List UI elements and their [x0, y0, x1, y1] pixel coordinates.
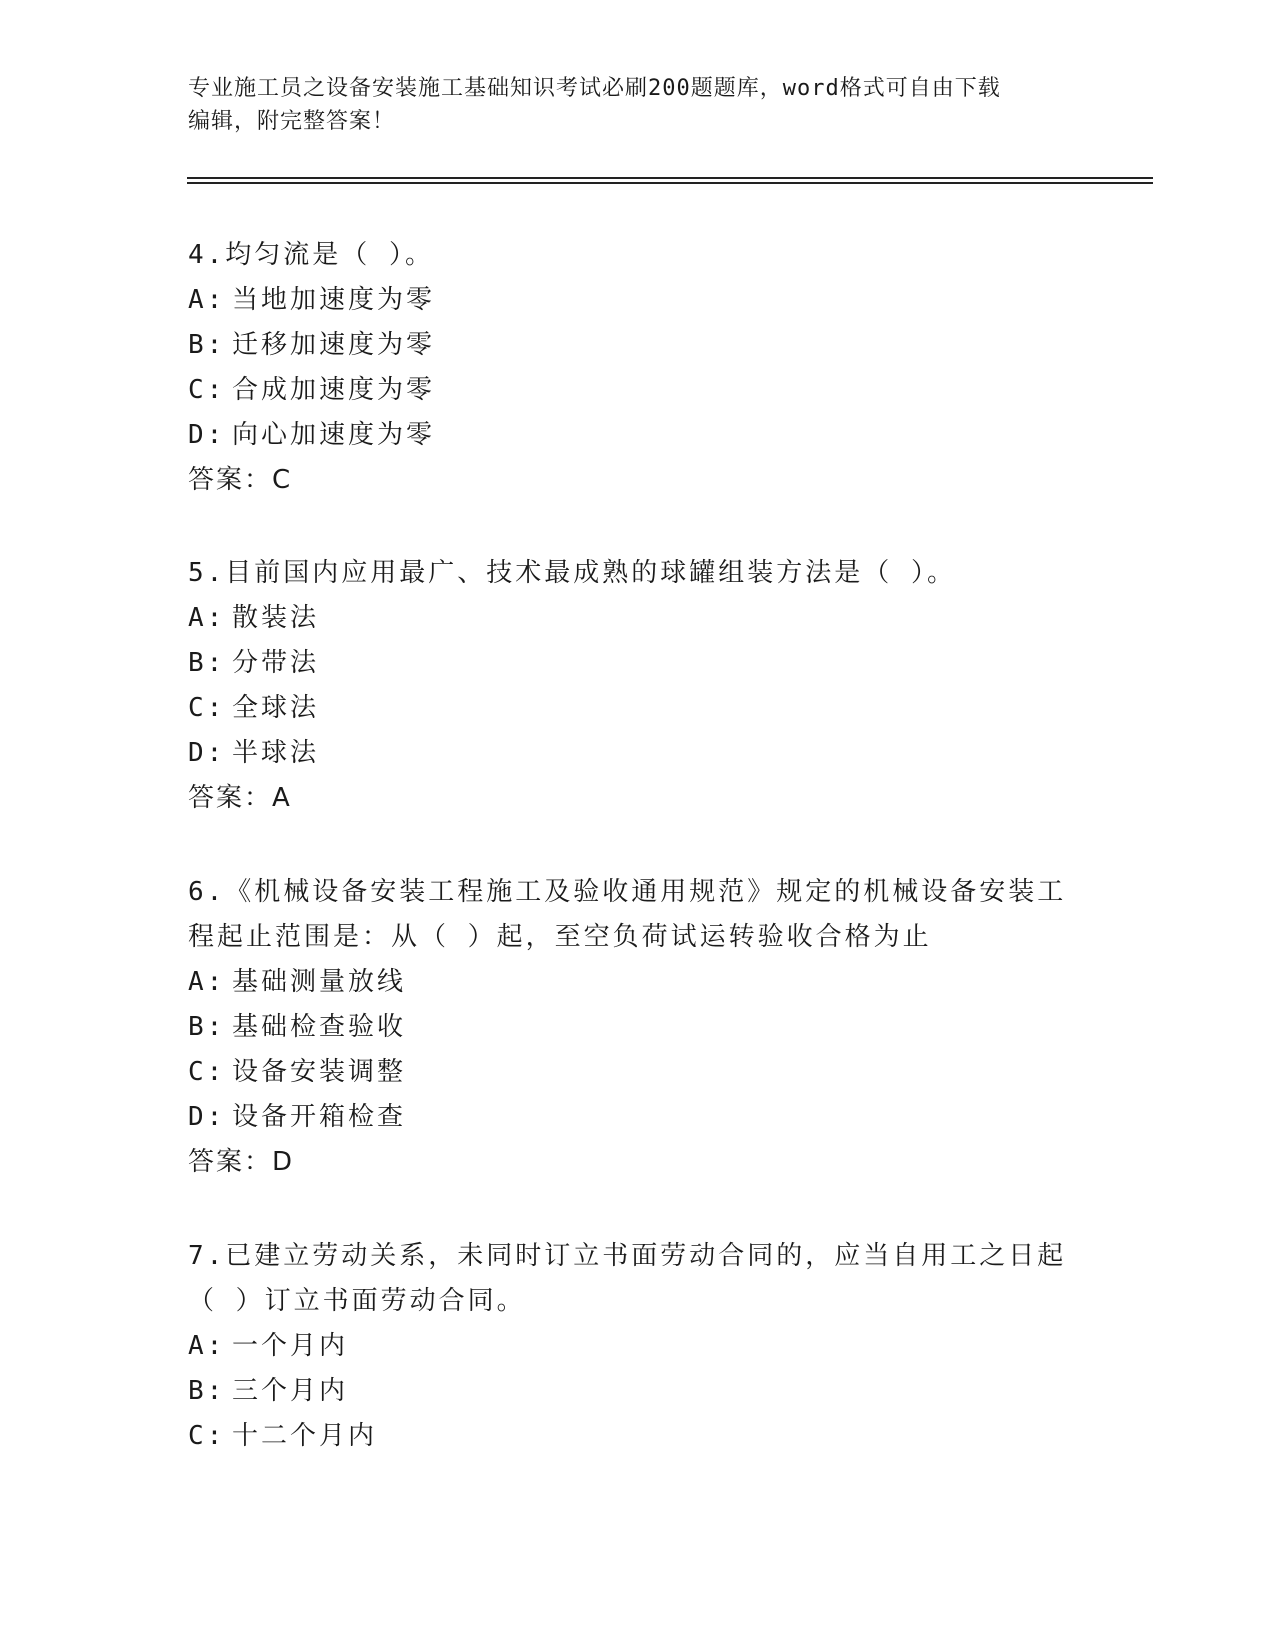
- option-text: 迁移加速度为零: [232, 330, 436, 360]
- option-label: C:: [188, 1421, 226, 1451]
- option-label: D:: [188, 420, 226, 450]
- option-text: 设备开箱检查: [232, 1102, 407, 1132]
- option-b: [188, 1369, 1088, 1414]
- header-line-2: 编辑，附完整答案！: [188, 109, 396, 134]
- option-label: C:: [188, 375, 226, 405]
- option-text: 半球法: [232, 738, 320, 768]
- option-text: 向心加速度为零: [232, 420, 436, 450]
- answer: 答案：A: [188, 783, 292, 813]
- option-a: [188, 1324, 1088, 1369]
- option-c: [188, 686, 1088, 731]
- option-b: [188, 323, 1088, 368]
- header-divider-top: [187, 177, 1153, 179]
- option-label: D:: [188, 1102, 226, 1132]
- option-text: 全球法: [232, 693, 320, 723]
- option-a: [188, 596, 1088, 641]
- answer: 答案：D: [188, 1147, 295, 1177]
- option-label: A:: [188, 603, 226, 633]
- header-line-1: 专业施工员之设备安装施工基础知识考试必刷200题题库，word格式可自由下载: [188, 76, 1001, 101]
- question-5: [188, 551, 1088, 821]
- option-text: 十二个月内: [232, 1421, 378, 1451]
- option-b: [188, 1005, 1088, 1050]
- question-text-continued: （ ）订立书面劳动合同。: [188, 1286, 526, 1316]
- option-c: [188, 1050, 1088, 1095]
- answer: 答案：C: [188, 465, 293, 495]
- option-label: A:: [188, 967, 226, 997]
- option-c: [188, 1414, 1088, 1459]
- option-label: A:: [188, 285, 226, 315]
- question-text: 6.《机械设备安装工程施工及验收通用规范》规定的机械设备安装工: [188, 877, 1067, 907]
- option-label: C:: [188, 693, 226, 723]
- option-label: B:: [188, 648, 226, 678]
- option-text: 分带法: [232, 648, 320, 678]
- header-divider-bottom: [187, 182, 1153, 184]
- option-d: [188, 1095, 1088, 1140]
- document-header: [188, 72, 1078, 138]
- option-text: 当地加速度为零: [232, 285, 436, 315]
- question-6: [188, 870, 1088, 1185]
- option-text: 一个月内: [232, 1331, 349, 1361]
- option-d: [188, 413, 1088, 458]
- option-d: [188, 731, 1088, 776]
- option-label: C:: [188, 1057, 226, 1087]
- question-text: 4.均匀流是（ ）。: [188, 240, 434, 270]
- option-text: 三个月内: [232, 1376, 349, 1406]
- question-7: [188, 1234, 1088, 1459]
- question-text-continued: 程起止范围是：从（ ）起，至空负荷试运转验收合格为止: [188, 922, 932, 952]
- option-label: B:: [188, 330, 226, 360]
- option-a: [188, 278, 1088, 323]
- question-text: 5.目前国内应用最广、技术最成熟的球罐组装方法是（ ）。: [188, 558, 956, 588]
- option-label: A:: [188, 1331, 226, 1361]
- option-label: B:: [188, 1376, 226, 1406]
- option-c: [188, 368, 1088, 413]
- option-b: [188, 641, 1088, 686]
- question-text: 7.已建立劳动关系，未同时订立书面劳动合同的，应当自用工之日起: [188, 1241, 1067, 1271]
- option-text: 基础检查验收: [232, 1012, 407, 1042]
- option-a: [188, 960, 1088, 1005]
- option-text: 基础测量放线: [232, 967, 407, 997]
- option-text: 合成加速度为零: [232, 375, 436, 405]
- question-4: [188, 233, 1088, 503]
- option-text: 散装法: [232, 603, 320, 633]
- option-text: 设备安装调整: [232, 1057, 407, 1087]
- option-label: B:: [188, 1012, 226, 1042]
- option-label: D:: [188, 738, 226, 768]
